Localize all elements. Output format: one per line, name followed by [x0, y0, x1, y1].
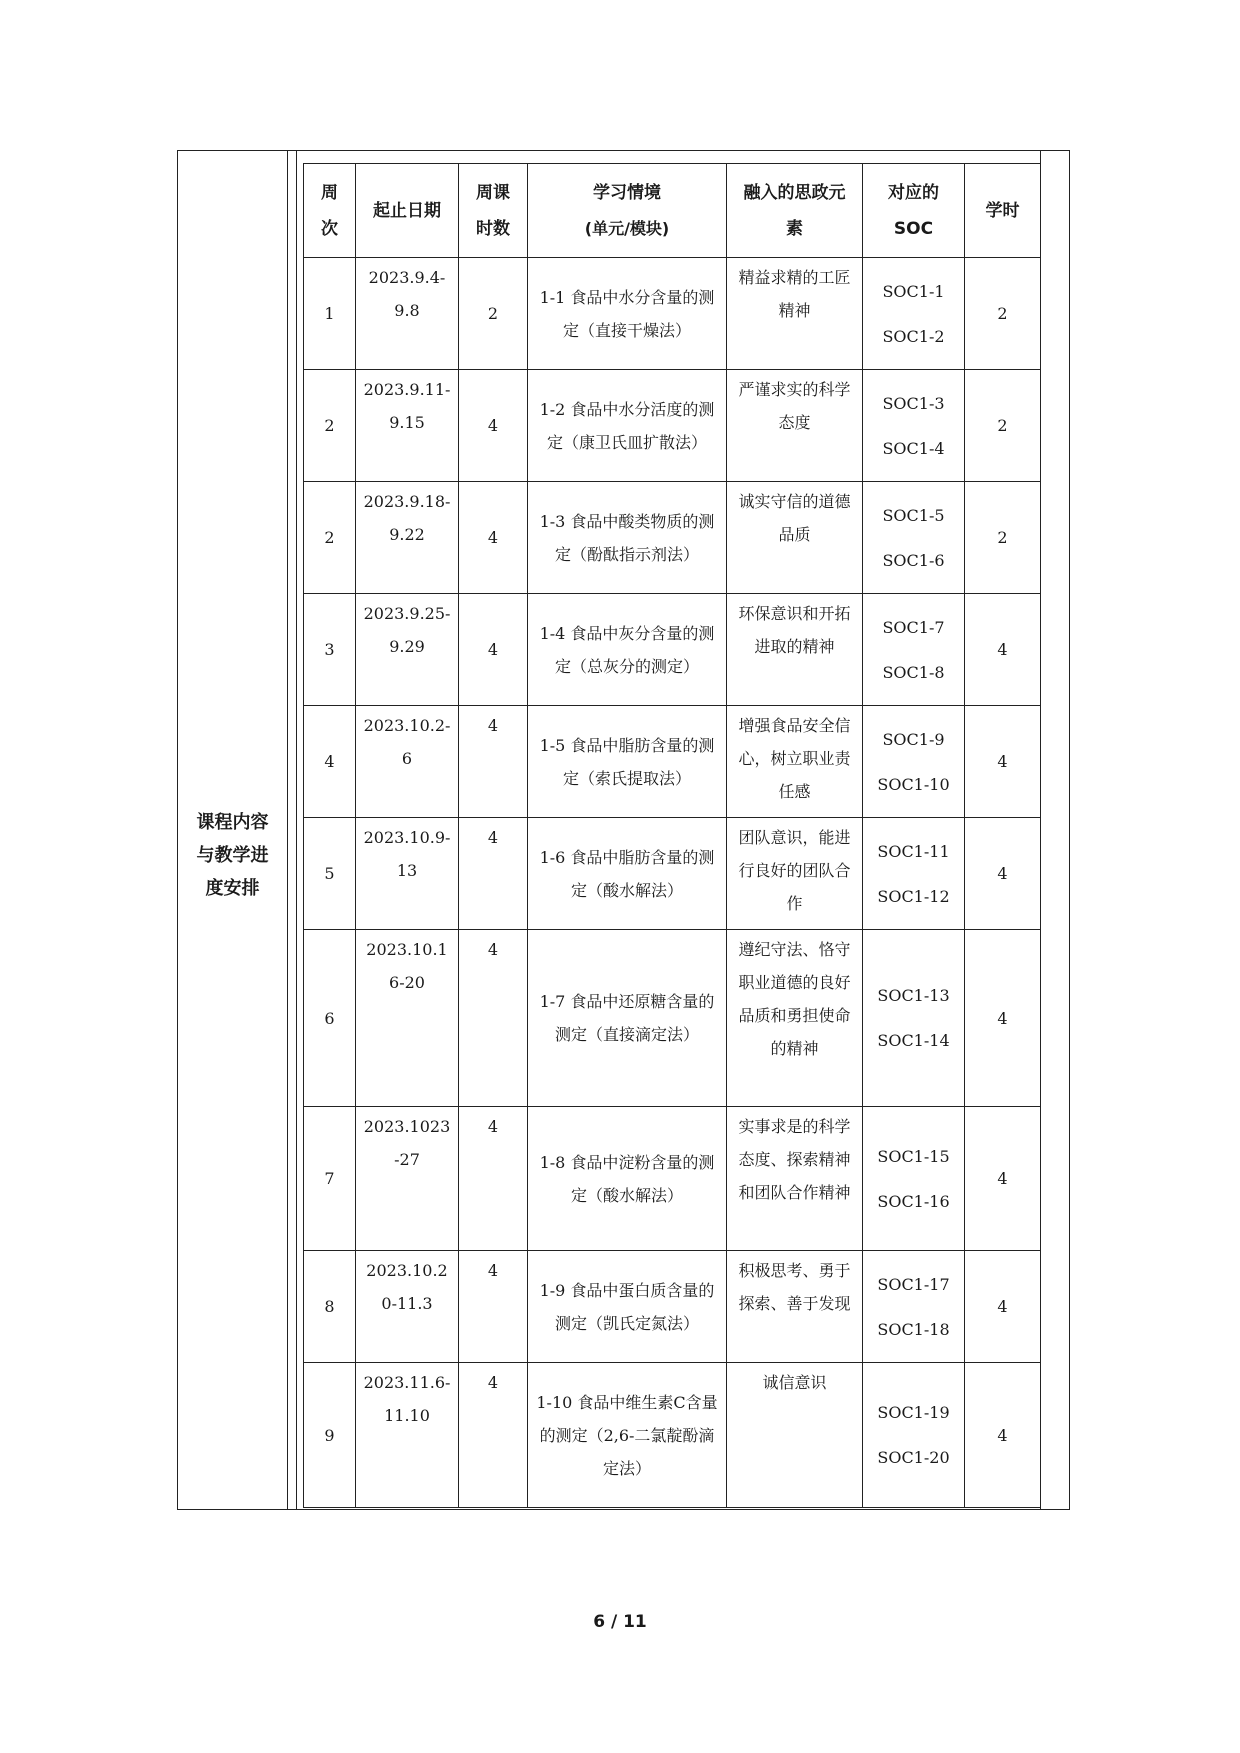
- soc-cell: [863, 258, 965, 370]
- soc-code: SOC1-9: [882, 729, 945, 749]
- credit-cell: 4: [965, 594, 1041, 706]
- soc-code: SOC1-4: [882, 438, 945, 458]
- soc-cell: [863, 1363, 965, 1508]
- soc-cell: [863, 930, 965, 1107]
- ideology-cell: 遵纪守法、恪守职业道德的良好品质和勇担使命的精神: [727, 930, 863, 1107]
- credit-cell: 2: [965, 258, 1041, 370]
- dates-cell: 2023.1023-27: [356, 1107, 459, 1251]
- dates-cell: 2023.9.18-9.22: [356, 482, 459, 594]
- credit-cell: 4: [965, 1251, 1041, 1363]
- table-row: [304, 1107, 1041, 1251]
- dates-cell: 2023.11.6-11.10: [356, 1363, 459, 1508]
- context-cell: 1-7 食品中还原糖含量的测定（直接滴定法）: [528, 930, 727, 1107]
- credit-cell: 4: [965, 1107, 1041, 1251]
- ideology-cell: 精益求精的工匠精神: [727, 258, 863, 370]
- dates-cell: 2023.10.2-6: [356, 706, 459, 818]
- dates-cell: 2023.10.9-13: [356, 818, 459, 930]
- soc-code: SOC1-19: [877, 1403, 950, 1422]
- header-dates: 起止日期: [356, 164, 459, 258]
- soc-cell: [863, 594, 965, 706]
- header-soc: [863, 164, 965, 258]
- soc-code: SOC1-12: [877, 886, 950, 906]
- soc-code: SOC1-11: [877, 841, 950, 861]
- table-row: [304, 1251, 1041, 1363]
- hours-cell: 4: [459, 1251, 528, 1363]
- soc-code: SOC1-2: [882, 326, 945, 346]
- section-label: 课程内容与教学进度安排: [196, 811, 269, 899]
- header-credit-hours: 学时: [965, 164, 1041, 258]
- week-cell: 6: [304, 930, 356, 1107]
- section-label-cell: [178, 151, 288, 1509]
- ideology-cell: 环保意识和开拓进取的精神: [727, 594, 863, 706]
- credit-cell: 4: [965, 930, 1041, 1107]
- soc-cell: [863, 706, 965, 818]
- credit-cell: 4: [965, 1363, 1041, 1508]
- header-row: [304, 164, 1041, 258]
- week-cell: 7: [304, 1107, 356, 1251]
- table-row: [304, 930, 1041, 1107]
- credit-cell: 4: [965, 706, 1041, 818]
- header-soc-line1: 对应的: [888, 182, 939, 203]
- soc-code: SOC1-3: [882, 393, 945, 413]
- context-cell: 1-8 食品中淀粉含量的测定（酸水解法）: [528, 1107, 727, 1251]
- soc-code: SOC1-10: [877, 774, 950, 794]
- context-cell: 1-6 食品中脂肪含量的测定（酸水解法）: [528, 818, 727, 930]
- context-cell: 1-2 食品中水分活度的测定（康卫氏皿扩散法）: [528, 370, 727, 482]
- soc-code: SOC1-8: [882, 662, 945, 682]
- inner-border: [296, 151, 297, 1509]
- week-cell: 2: [304, 482, 356, 594]
- soc-code: SOC1-1: [882, 281, 945, 301]
- table-row: [304, 1363, 1041, 1508]
- week-cell: 1: [304, 258, 356, 370]
- context-cell: 1-9 食品中蛋白质含量的测定（凯氏定氮法）: [528, 1251, 727, 1363]
- schedule-table: [303, 163, 1041, 1508]
- dates-cell: 2023.10.20-11.3: [356, 1251, 459, 1363]
- credit-cell: 2: [965, 482, 1041, 594]
- soc-code: SOC1-20: [877, 1448, 950, 1467]
- hours-cell: 4: [459, 1107, 528, 1251]
- hours-cell: 4: [459, 482, 528, 594]
- ideology-cell: 严谨求实的科学态度: [727, 370, 863, 482]
- header-hours-per-week: 周课时数: [459, 164, 528, 258]
- context-cell: 1-1 食品中水分含量的测定（直接干燥法）: [528, 258, 727, 370]
- soc-cell: [863, 1251, 965, 1363]
- table-row: [304, 370, 1041, 482]
- soc-code: SOC1-13: [877, 986, 950, 1005]
- hours-cell: 4: [459, 1363, 528, 1508]
- hours-cell: 4: [459, 370, 528, 482]
- header-context: [528, 164, 727, 258]
- ideology-cell: 实事求是的科学态度、探索精神和团队合作精神: [727, 1107, 863, 1251]
- week-cell: 5: [304, 818, 356, 930]
- header-ideology: 融入的思政元素: [727, 164, 863, 258]
- context-cell: 1-3 食品中酸类物质的测定（酚酞指示剂法）: [528, 482, 727, 594]
- ideology-cell: 团队意识，能进行良好的团队合作: [727, 818, 863, 930]
- header-week: 周次: [304, 164, 356, 258]
- header-context-line1: 学习情境: [593, 182, 661, 203]
- soc-code: SOC1-7: [882, 617, 945, 637]
- week-cell: 2: [304, 370, 356, 482]
- hours-cell: 4: [459, 594, 528, 706]
- week-cell: 9: [304, 1363, 356, 1508]
- soc-code: SOC1-6: [882, 550, 945, 570]
- dates-cell: 2023.9.25-9.29: [356, 594, 459, 706]
- context-cell: 1-10 食品中维生素C含量的测定（2,6-二氯靛酚滴定法）: [528, 1363, 727, 1508]
- ideology-cell: 积极思考、勇于探索、善于发现: [727, 1251, 863, 1363]
- week-cell: 8: [304, 1251, 356, 1363]
- table-row: [304, 706, 1041, 818]
- ideology-cell: 增强食品安全信心，树立职业责任感: [727, 706, 863, 818]
- soc-code: SOC1-14: [877, 1031, 950, 1050]
- soc-cell: [863, 370, 965, 482]
- header-soc-line2: SOC: [893, 218, 934, 239]
- soc-code: SOC1-15: [877, 1146, 950, 1166]
- soc-code: SOC1-16: [877, 1191, 950, 1211]
- table-row: [304, 258, 1041, 370]
- soc-code: SOC1-18: [877, 1319, 950, 1339]
- page-number: 6 / 11: [593, 1612, 647, 1632]
- soc-cell: [863, 818, 965, 930]
- context-cell: 1-4 食品中灰分含量的测定（总灰分的测定）: [528, 594, 727, 706]
- soc-code: SOC1-5: [882, 505, 945, 525]
- ideology-cell: 诚实守信的道德品质: [727, 482, 863, 594]
- week-cell: 3: [304, 594, 356, 706]
- dates-cell: 2023.9.11-9.15: [356, 370, 459, 482]
- dates-cell: 2023.10.16-20: [356, 930, 459, 1107]
- hours-cell: 4: [459, 818, 528, 930]
- hours-cell: 2: [459, 258, 528, 370]
- context-cell: 1-5 食品中脂肪含量的测定（索氏提取法）: [528, 706, 727, 818]
- table-row: [304, 482, 1041, 594]
- hours-cell: 4: [459, 930, 528, 1107]
- week-cell: 4: [304, 706, 356, 818]
- table-row: [304, 594, 1041, 706]
- dates-cell: 2023.9.4-9.8: [356, 258, 459, 370]
- header-context-line2: (单元/模块): [584, 218, 670, 238]
- hours-cell: 4: [459, 706, 528, 818]
- soc-code: SOC1-17: [877, 1274, 950, 1294]
- table-row: [304, 818, 1041, 930]
- credit-cell: 2: [965, 370, 1041, 482]
- soc-cell: [863, 482, 965, 594]
- ideology-cell: 诚信意识: [727, 1363, 863, 1508]
- credit-cell: 4: [965, 818, 1041, 930]
- soc-cell: [863, 1107, 965, 1251]
